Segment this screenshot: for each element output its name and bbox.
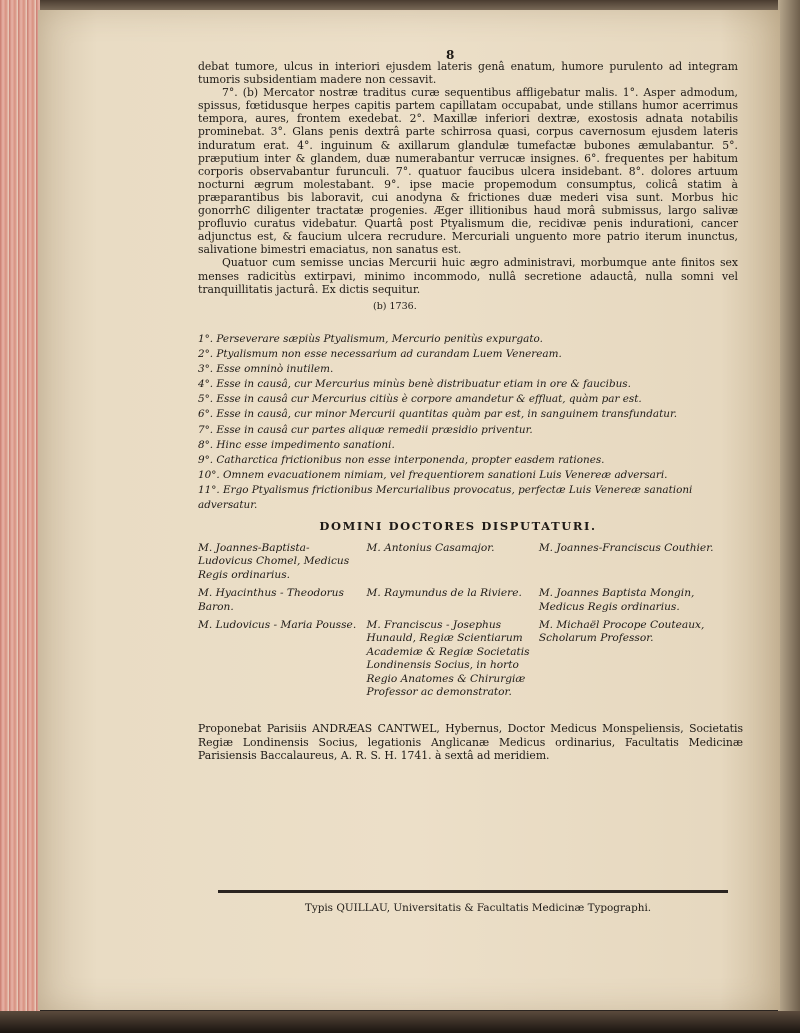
page-edges-left [0,0,40,1033]
footnote: (b) 1736. [373,301,417,312]
conclusion-item: 4°. Esse in causâ, cur Mercurius minùs benè distribuatur etiam in ore & faucibus. [198,378,631,391]
doctors-row [198,542,746,582]
doctor-name: M. Joannes-Baptista-Ludovicus Chomel, Medicus Regis ordinarius. [198,542,350,581]
sequitur-text: Ex dictis sequitur. [321,282,421,296]
conclusion-item: 3°. Esse omninò inutilem. [198,363,334,376]
printed-page [38,10,780,1010]
conclusion-item: 11°. Ergo Ptyalismus frictionibus Mercurialibus provocatus, perfectæ Luis Venereæ sanationi adversatur. [198,483,693,512]
conclusion-item: 9°. Catharctica frictionibus non esse interponenda, propter easdem rationes. [198,453,605,466]
conclusion-item: 2°. Ptyalismum non esse necessarium ad curandam Luem Veneream. [198,348,562,361]
body-text [198,60,738,296]
book-bottom-edge [0,1011,800,1033]
doctor-name: M. Ludovicus - Maria Pousse. [198,619,357,632]
paragraph-case-7: 7°. (b) Mercator nostræ traditus curæ sequentibus affligebatur malis. 1°. Asper admodum, spissus, fœtidusque herpes capitis partem capillatam occupabat, unde stillans humor acerrimus tempora, aures, frontem exedebat. 2°. Maxillæ inferiori dextræ, exostosis adnata notabilis prominebat. 3°. Glans penis dextrâ parte schirrosa quasi, corpus cavernosum ejusdem lateris induratum erat. 4°. inguinum & axillarum glandulæ tumefactæ bubones æmulabantur. 5°. præputium inter & glandem, duæ numerabantur verrucæ insignes. 6°. frequentes per habitum corporis observabantur furunculi. 7°. quatuor faucibus ulcera insidebant. 8°. dolores artuum nocturni ægrum molestabant. 9°. ipse macie propemodum consumptus, colicâ statim à præparantibus bis laboravit, cui anodyna & frictiones duæ mederi visa sunt. Morbus hic gonorrhϾ diligenter tractatæ progenies. Æger illitionibus haud morâ submissus, largo salivæ profluvio curatus videbatur. Quartâ post Ptyalismum die, recidivæ penis indurationi, cancer adjunctus est, & faucium ulcera recrudure. Mercuriali unguento more patrio iterum inunctus, salivatione bimestri emaciatus, non sanatus est. [198,86,738,257]
doctor-name: M. Franciscus - Josephus Hunauld, Regiæ Scientiarum Academiæ & Regiæ Societatis Londinensis Socius, in horto Regio Anatomes & Chirurgiæ Professor ac demonstrator. [366,619,530,699]
conclusion-item: 8°. Hinc esse impedimento sanationi. [198,438,395,451]
doctor-name: M. Antonius Casamajor. [366,542,495,554]
doctors-table [198,542,746,704]
doctor-name: M. Joannes-Franciscus Couthier. [538,542,714,554]
doctor-name: M. Michaël Procope Couteaux, Scholarum Professor. [538,619,705,645]
conclusion-item: 10°. Omnem evacuationem nimiam, vel frequentiorem sanationi Luis Venereæ adversari. [198,468,668,481]
doctors-row [198,619,746,699]
doctor-name: M. Hyacinthus - Theodorus Baron. [198,587,344,613]
conclusion-item: 6°. Esse in causâ, cur minor Mercurii quantitas quàm par est, in sanguinem transfundatur. [198,408,678,421]
paragraph-treatment [198,256,738,295]
doctor-name: M. Joannes Baptista Mongin, Medicus Regis ordinarius. [538,587,695,613]
doctors-row [198,587,746,614]
conclusion-item: 7°. Esse in causâ cur partes aliquæ remedii præsidio priventur. [198,423,533,436]
proponebat-statement: Proponebat Parisiis ANDRÆAS CANTWEL, Hybernus, Doctor Medicus Monspeliensis, Societatis Regiæ Londinensis Socius, legationis Anglicanæ Medicus ordinarius, Facultatis Medicinæ Parisiensis Baccalaureus, A. R. S. H. 1741. à sextâ ad meridiem. [198,722,743,763]
treatment-text: Quatuor cum semisse uncias Mercurii huic ægro administravi, morbumque ante finitos sex menses radicitùs extirpavi, minimo incommodo, nullâ secretione adauctâ, nulla somni vel tranquillitatis jacturâ. [198,256,738,296]
conclusion-item: 1°. Perseverare sæpiùs Ptyalismum, Mercurio penitùs expurgato. [198,333,543,345]
conclusions-list [198,332,743,513]
bottom-rule [218,890,728,893]
page-number: 8 [446,48,455,62]
conclusion-item: 5°. Esse in causâ cur Mercurius citiùs è corpore amandetur & effluat, quàm par est. [198,393,642,406]
paragraph-continued: debat tumore, ulcus in interiori ejusdem lateris genâ enatum, humore purulento ad integram tumoris subsidentiam madere non cessavit. [198,60,738,87]
doctors-heading: DOMINI DOCTORES DISPUTATURI. [319,519,597,533]
printer-imprint: Typis QUILLAU, Universitatis & Facultatis Medicinæ Typographi. [304,902,652,914]
book-spine-right [778,0,800,1033]
doctor-name: M. Raymundus de la Riviere. [366,587,522,600]
